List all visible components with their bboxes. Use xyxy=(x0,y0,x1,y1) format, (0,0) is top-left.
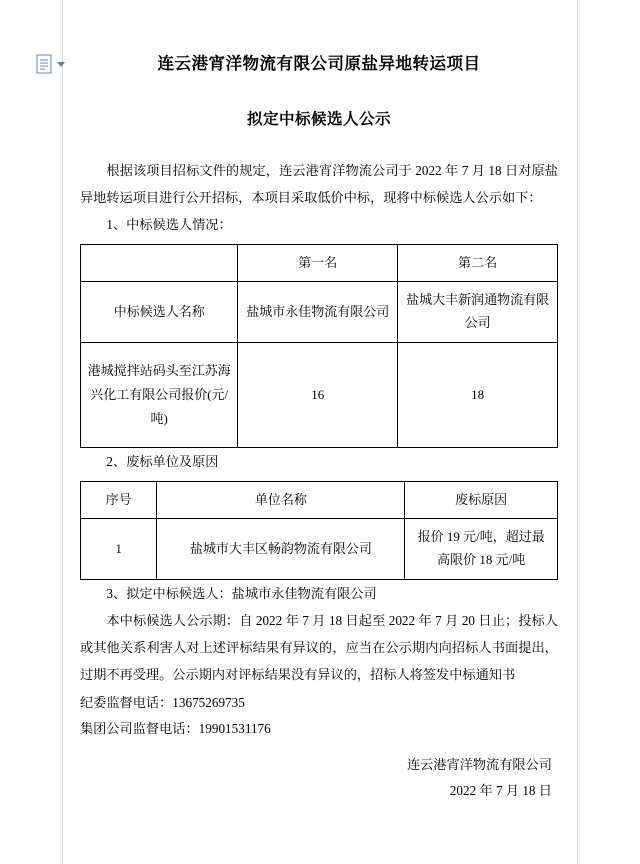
price-1: 16 xyxy=(238,342,398,447)
contact-block xyxy=(80,690,558,741)
page-title: 连云港宵洋物流有限公司原盐异地转运项目 xyxy=(157,54,481,73)
page-left-rule xyxy=(62,0,63,864)
group-phone: 集团公司监督电话：19901531176 xyxy=(80,721,271,737)
notice-paragraph: 本中标候选人公示期：自 2022 年 7 月 18 日起至 2022 年 7 月 20 日止；投标人或其他关系利害人对上述评标结果有异议的，应当在公示期内向招标人书面提出，过期不再受理。公示期内对评标结果没有异议的，招标人将签发中标通知书 xyxy=(80,613,558,683)
candidates-table xyxy=(80,244,558,448)
row-reason: 报价 19 元/吨，超过最高限价 18 元/吨 xyxy=(405,519,558,580)
chevron-down-icon[interactable] xyxy=(57,62,65,67)
table-header-company: 单位名称 xyxy=(157,482,405,519)
document-body xyxy=(80,40,558,805)
table-header-reason: 废标原因 xyxy=(405,482,558,519)
candidate-name-2: 盐城大丰新润通物流有限公司 xyxy=(398,281,558,342)
page-subtitle: 拟定中标候选人公示 xyxy=(246,111,391,129)
signature-date: 2022 年 7 月 18 日 xyxy=(449,783,552,799)
table-row xyxy=(81,482,558,519)
page-right-rule xyxy=(577,0,578,864)
discipline-phone: 纪委监督电话：13675269735 xyxy=(80,695,245,711)
table-header-rank-1: 第一名 xyxy=(238,244,398,281)
table-header-blank xyxy=(81,244,238,281)
price-2: 18 xyxy=(398,342,558,447)
row-index: 1 xyxy=(81,519,157,580)
section-3-heading: 3、拟定中标候选人：盐城市永佳物流有限公司 xyxy=(106,586,377,602)
document-icon xyxy=(36,54,54,74)
row-company: 盐城市大丰区畅韵物流有限公司 xyxy=(157,519,405,580)
signature-block xyxy=(80,752,558,805)
table-row xyxy=(81,244,558,281)
signature-company: 连云港宵洋物流有限公司 xyxy=(406,756,552,772)
document-thumbnail-control[interactable] xyxy=(36,54,65,74)
section-1-heading: 1、中标候选人情况： xyxy=(106,216,232,232)
section-2-heading: 2、废标单位及原因 xyxy=(106,453,219,469)
table-row xyxy=(81,519,558,580)
table-row xyxy=(81,342,558,447)
candidate-name-1: 盐城市永佳物流有限公司 xyxy=(238,281,398,342)
rejected-bids-table xyxy=(80,481,558,580)
table-row xyxy=(81,281,558,342)
intro-paragraph: 根据该项目招标文件的规定，连云港宵洋物流公司于 2022 年 7 月 18 日对原盐异地转运项目进行公开招标，本项目采取低价中标，现将中标候选人公示如下： xyxy=(80,162,558,205)
row-label-candidate-name: 中标候选人名称 xyxy=(81,281,238,342)
table-header-index: 序号 xyxy=(81,482,157,519)
table-header-rank-2: 第二名 xyxy=(398,244,558,281)
row-label-price: 港城搅拌站码头至江苏海兴化工有限公司报价(元/吨) xyxy=(81,342,238,447)
